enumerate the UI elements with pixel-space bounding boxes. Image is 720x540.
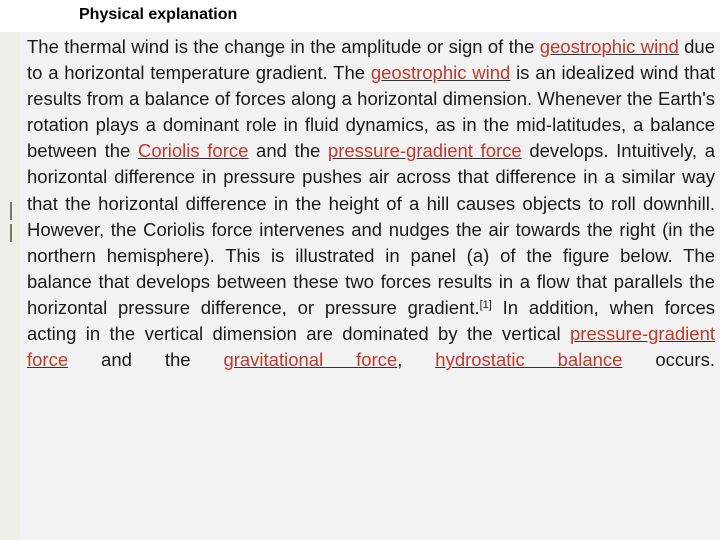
left-decorative-bar: [0, 32, 20, 540]
paragraph-text: The thermal wind is the change in the amplitude or sign of the: [27, 36, 540, 57]
citation-reference[interactable]: [1]: [479, 298, 492, 311]
bar-tick-mark: [10, 224, 12, 242]
paragraph-text: occurs.: [622, 349, 715, 371]
paragraph-text: ,: [397, 349, 436, 371]
title-band: [0, 0, 720, 32]
paragraph-link[interactable]: hydrostatic balance: [435, 349, 623, 371]
paragraph-link[interactable]: geostrophic wind: [539, 36, 679, 57]
paragraph-text: In addition, when forces acting in the vertical dimension are dominated by the vertical: [27, 296, 715, 345]
paragraph-link[interactable]: gravitational force: [223, 349, 398, 371]
paragraph-text: is an idealized wind that results from a balance of forces along a horizontal dimension. Whenever the Earth's rotation plays a dominant role in fluid dynamics, as in the mid-latitudes, a balance between the: [27, 62, 715, 162]
paragraph-text: and the: [68, 349, 224, 371]
paragraph-text: and the: [248, 140, 328, 162]
paragraph-link[interactable]: pressure-gradient force: [327, 140, 522, 162]
paragraph-link[interactable]: pressure-gradient force: [27, 323, 715, 371]
paragraph-link[interactable]: geostrophic wind: [370, 62, 511, 84]
bar-tick-mark: [10, 202, 12, 220]
paragraph-text: develops. Intuitively, a horizontal difference in pressure pushes air across that difference in a similar way that the horizontal difference in the height of a hill causes objects to roll downhill. However, the Coriolis force intervenes and nudges the air towards the right (in the northern hemisphere). This is illustrated in panel (a) of the figure below. The balance that develops between these two forces results in a flow that parallels the horizontal pressure difference, or pressure gradient.: [27, 140, 715, 318]
paragraph-link[interactable]: Coriolis force: [137, 140, 249, 162]
slide-title: Physical explanation: [79, 6, 238, 23]
paragraph-text: due to a horizontal temperature gradient. The: [27, 36, 715, 84]
body-paragraph: [27, 34, 715, 373]
content-panel: [20, 32, 720, 540]
